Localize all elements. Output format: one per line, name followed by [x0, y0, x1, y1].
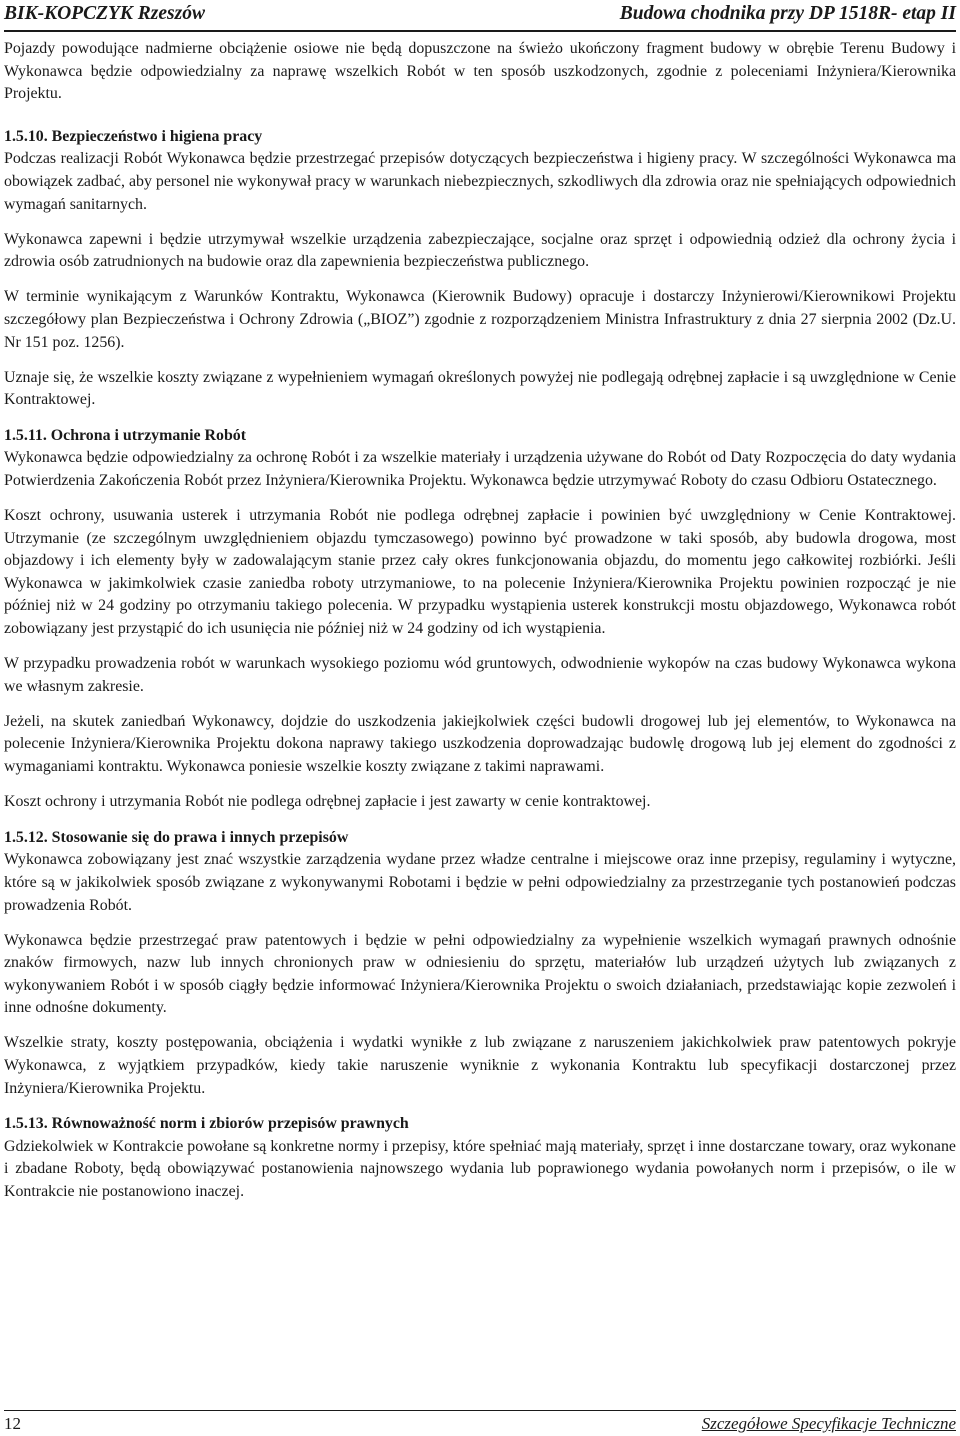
footer-document-title: Szczegółowe Specyfikacje Techniczne: [701, 1414, 956, 1433]
section-1-5-12-paragraph-1: Wykonawca zobowiązany jest znać wszystkie zarządzenia wydane przez władze centralne i miejscowe oraz inne przepisy, regulaminy i wytyczne, które są w jakikolwiek sposób związane z wykonywanymi Robotami i będzie w pełni odpowiedzialny za przestrzeganie tych postanowień podczas prowadzenia Robót.: [4, 851, 956, 914]
header-company: BIK-KOPCZYK Rzeszów: [4, 3, 205, 24]
section-1-5-12-paragraph-2: Wykonawca będzie przestrzegać praw patentowych i będzie w pełni odpowiedzialny za wypełnienie wszelkich wymagań prawnych odnośnie znaków firmowych, nazw lub innych chronionych praw w odniesieniu do sprzętu, materiałów lub urządzeń użytych lub związanych z wykonywaniem Robót i w sposób ciągły będzie informować Inżyniera/Kierownika Projektu o swoich działaniach, przedstawiając kopie zezwoleń i inne odnośne dokumenty.: [4, 931, 956, 1017]
section-1-5-10-paragraph-2: Wykonawca zapewni i będzie utrzymywał wszelkie urządzenia zabezpieczające, socjalne oraz sprzęt i odpowiednią odzież dla ochrony życia i zdrowia osób zatrudnionych na budowie oraz dla zapewnienia bezpieczeństwa publicznego.: [4, 230, 956, 271]
section-heading-1-5-13: 1.5.13. Równoważność norm i zbiorów przepisów prawnych: [4, 1115, 409, 1133]
intro-paragraph: Pojazdy powodujące nadmierne obciążenie osiowe nie będą dopuszczone na świeżo ukończony fragment budowy w obrębie Terenu Budowy i Wykonawca będzie odpowiedzialny za naprawę wszelkich Robót w ten sposób uszkodzonych, zgodnie z poleceniami Inżyniera/Kierownika Projektu.: [4, 40, 956, 103]
page-footer: [4, 1410, 956, 1433]
page-header: [4, 0, 956, 32]
section-heading-1-5-12: 1.5.12. Stosowanie się do prawa i innych przepisów: [4, 828, 349, 846]
page-number: 12: [4, 1414, 21, 1433]
section-heading-1-5-10: 1.5.10. Bezpieczeństwo i higiena pracy: [4, 127, 263, 145]
section-1-5-10-paragraph-4: Uznaje się, że wszelkie koszty związane z wypełnieniem wymagań określonych powyżej nie podlegają odrębnej zapłacie i są uwzględnione w Cenie Kontraktowej.: [4, 368, 956, 409]
section-1-5-12-paragraph-3: Wszelkie straty, koszty postępowania, obciążenia i wydatki wynikłe z lub związane z naruszeniem jakichkolwiek praw patentowych pokryje Wykonawca, z wyjątkiem przypadków, kiedy takie naruszenie wyniknie z wykonania Kontraktu lub specyfikacji dostarczonej przez Inżyniera/Kierownika Projektu.: [4, 1034, 956, 1097]
section-1-5-11-paragraph-2: Koszt ochrony, usuwania usterek i utrzymania Robót nie podlega odrębnej zapłacie i powinien być uwzględniony w Cenie Kontraktowej. Utrzymanie (ze szczególnym uwzględnieniem objazdu tymczasowego) powinno być prowadzone w taki sposób, aby budowla drogowa, most objazdowy i ich elementy były w zadowalającym stanie przez cały okres funkcjonowania objazdu, do momentu jego całkowitej rozbiórki. Jeśli Wykonawca w jakimkolwiek czasie zaniedba roboty utrzymaniowe, to na polecenie Inżyniera/Kierownika Projektu powinien rozpocząć je nie później niż w 24 godziny po otrzymaniu takiego polecenia. W przypadku wystąpienia usterek konstrukcji mostu objazdowego, Wykonawca robót zobowiązany jest przystąpić do ich usunięcia nie później niż w 24 godziny od ich wystąpienia.: [4, 507, 956, 638]
section-1-5-11-paragraph-4: Jeżeli, na skutek zaniedbań Wykonawcy, dojdzie do uszkodzenia jakiejkolwiek części budowli drogowej lub jej elementów, to Wykonawca na polecenie Inżyniera/Kierownika Projektu dokona naprawy takiego uszkodzenia doprowadzając budowlę drogową lub jej element do zgodności z wymaganiami kontraktu. Wykonawca poniesie wszelkie koszty związane z takimi naprawami.: [4, 712, 956, 776]
header-project-title: Budowa chodnika przy DP 1518R- etap II: [619, 3, 956, 24]
section-1-5-13-paragraph-1: Gdziekolwiek w Kontrakcie powołane są konkretne normy i przepisy, które spełniać mają materiały, sprzęt i inne dostarczane towary, oraz wykonane i zbadane Roboty, będą obowiązywać postanowienia najnowszego wydania lub poprawionego wydania powołanych norm i przepisów, o ile w Kontrakcie nie postanowiono inaczej.: [4, 1137, 956, 1201]
section-1-5-10-paragraph-3: W terminie wynikającym z Warunków Kontraktu, Wykonawca (Kierownik Budowy) opracuje i dostarczy Inżynierowi/Kierownikowi Projektu szczegółowy plan Bezpieczeństwa i Ochrony Zdrowia („BIOZ”) zgodnie z rozporządzeniem Ministra Infrastruktury z dnia 27 sierpnia 2002 (Dz.U. Nr 151 poz. 1256).: [4, 288, 956, 351]
section-heading-1-5-11: 1.5.11. Ochrona i utrzymanie Robót: [4, 426, 247, 444]
section-1-5-11-paragraph-3: W przypadku prowadzenia robót w warunkach wysokiego poziomu wód gruntowych, odwodnienie wykopów na czas budowy Wykonawca wykona we własnym zakresie.: [4, 655, 956, 695]
section-1-5-11-paragraph-5: Koszt ochrony i utrzymania Robót nie podlega odrębnej zapłacie i jest zawarty w cenie kontraktowej.: [4, 793, 651, 811]
section-1-5-11-paragraph-1: Wykonawca będzie odpowiedzialny za ochronę Robót i za wszelkie materiały i urządzenia używane do Robót od Daty Rozpoczęcia do daty wydania Potwierdzenia Zakończenia Robót przez Inżyniera/Kierownika Projektu. Wykonawca będzie utrzymywać Roboty do czasu Odbioru Ostatecznego.: [4, 449, 956, 489]
section-1-5-10-paragraph-1: Podczas realizacji Robót Wykonawca będzie przestrzegać przepisów dotyczących bezpieczeństwa i higieny pracy. W szczególności Wykonawca ma obowiązek zadbać, aby personel nie wykonywał pracy w warunkach niebezpiecznych, szkodliwych dla zdrowia oraz nie spełniających odpowiednich wymagań sanitarnych.: [4, 150, 956, 213]
document-body: [4, 38, 956, 1216]
